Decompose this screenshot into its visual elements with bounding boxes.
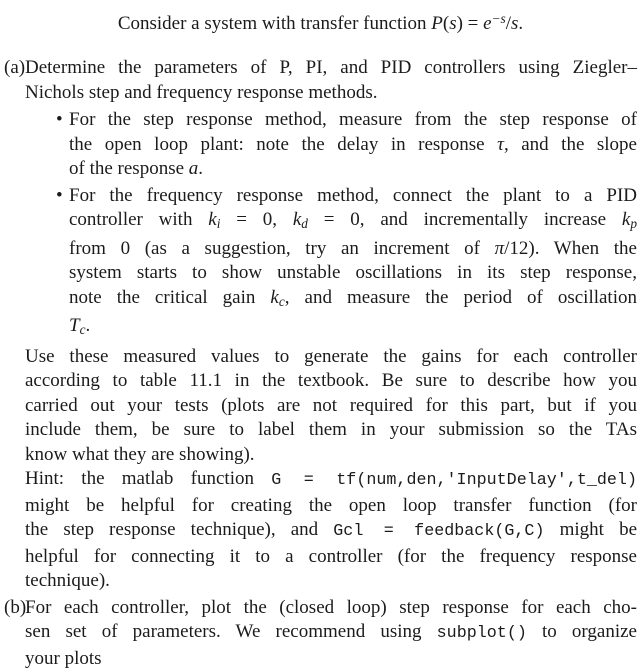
text-segment: according to table 11.1 in the textbook. Be sure to describe how you (25, 370, 637, 392)
text-line (25, 81, 637, 106)
text-segment: . (198, 158, 204, 180)
text-line (25, 494, 637, 519)
text-line (25, 569, 637, 594)
text-line (69, 108, 637, 133)
item-b-label: (b) (4, 596, 27, 618)
text-segment: / (505, 12, 512, 34)
code-segment: G = tf(num,den,'InputDelay',t_del) (271, 471, 637, 491)
text-segment: the open loop plant: note the delay in response (69, 133, 498, 155)
item-b (4, 596, 637, 671)
text-segment: controller with (69, 209, 209, 231)
text-line (25, 369, 637, 394)
text-segment: For each controller, plot the (closed loop) step response for each cho- (25, 596, 637, 618)
text-line (69, 286, 637, 314)
text-segment: know what they are showing). (25, 443, 255, 465)
text-line (25, 647, 637, 671)
text-segment: Consider a system with transfer function (117, 12, 432, 34)
item-a-details (25, 345, 637, 594)
text-segment: Hint: the matlab function (25, 468, 272, 490)
text-segment: Nichols step and frequency response methods. (25, 81, 378, 103)
text-line (25, 418, 637, 443)
text-segment: , and measure the period of oscillation (284, 286, 637, 308)
text-segment: a (188, 158, 199, 180)
problem-intro (4, 7, 637, 36)
text-segment: note the critical gain (69, 286, 271, 308)
code-segment: Gcl = feedback(G,C) (333, 522, 545, 542)
bullet-list (25, 108, 637, 342)
text-segment: include them, be sure to label them in your submission so the TAs (25, 419, 637, 441)
text-segment: the step response technique), and (25, 519, 334, 541)
text-segment: Use these measured values to generate the gains for each controller (25, 345, 637, 367)
bullet-item-frequency-response (25, 184, 637, 343)
item-a-label: (a) (4, 57, 26, 79)
text-line (25, 56, 637, 81)
text-segment: ( (442, 12, 450, 34)
bullet-icon: • (56, 109, 63, 131)
text-segment: τ (497, 133, 504, 155)
text-segment: For the frequency response method, connect the plant to a PID (69, 184, 637, 206)
text-line (69, 261, 637, 286)
text-segment: e (483, 12, 492, 34)
text-segment: to organize (526, 621, 637, 643)
text-segment: d (301, 216, 308, 232)
text-segment: s (449, 12, 457, 34)
text-segment: −s (491, 11, 506, 26)
text-line (25, 345, 637, 370)
text-segment: T (69, 315, 80, 337)
text-segment: c (79, 322, 86, 338)
text-segment: of the response (69, 158, 189, 180)
bullet-step-response-text (69, 108, 637, 182)
item-a (4, 56, 637, 593)
text-segment: ) = (456, 12, 484, 34)
text-segment: k (208, 209, 217, 231)
text-segment: sen set of parameters. We recommend using (25, 621, 437, 643)
text-line (69, 314, 637, 342)
text-segment: might be helpful for creating the open loop transfer function (for (25, 494, 637, 516)
item-b-paragraph (25, 596, 637, 671)
item-b-body (25, 596, 637, 671)
text-segment: s (511, 12, 519, 34)
text-segment: Determine the parameters of P, PI, and PID controllers using Ziegler– (25, 57, 637, 79)
code-segment: subplot() (436, 624, 527, 644)
text-segment: = 0, (220, 209, 293, 231)
text-segment: /12). When the (504, 237, 637, 259)
text-segment: = 0, and incrementally increase (307, 209, 622, 231)
text-segment: For the step response method, measure from the step response of (69, 109, 637, 131)
text-segment: from 0 (as a suggestion, try an increment of (69, 237, 495, 259)
text-line (25, 596, 637, 621)
text-segment: k (292, 209, 302, 231)
bullet-icon: • (56, 184, 63, 206)
text-line (25, 518, 637, 545)
text-segment: c (278, 293, 285, 309)
text-line (25, 545, 637, 570)
text-segment: . (85, 315, 91, 337)
text-segment: your plots (25, 647, 102, 669)
text-line (25, 467, 637, 494)
text-segment: k (270, 286, 279, 308)
text-segment: carried out your tests (plots are not required for this part, but if you (25, 394, 637, 416)
item-a-paragraph (25, 56, 637, 105)
text-line (69, 157, 637, 182)
text-line (25, 443, 637, 468)
text-segment: might be (544, 519, 637, 541)
text-segment: system starts to show unstable oscillations in its step response, (69, 262, 637, 284)
text-segment: , and the slope (503, 133, 637, 155)
text-segment: k (621, 209, 631, 231)
text-line (25, 620, 637, 647)
text-segment: . (518, 12, 524, 34)
text-line (69, 133, 637, 158)
item-a-body (25, 56, 637, 593)
text-segment: helpful for connecting it to a controller (for the frequency response (25, 545, 637, 567)
text-line (69, 237, 637, 262)
text-segment: i (216, 216, 221, 232)
bullet-item-step-response (25, 108, 637, 182)
text-segment: technique). (25, 570, 110, 592)
text-line (69, 184, 637, 209)
text-segment: p (630, 216, 638, 232)
text-line (69, 208, 637, 236)
bullet-frequency-response-text (69, 184, 637, 343)
text-segment: P (431, 12, 443, 34)
text-segment: π (494, 237, 505, 259)
text-line (25, 394, 637, 419)
text-line (4, 7, 637, 36)
